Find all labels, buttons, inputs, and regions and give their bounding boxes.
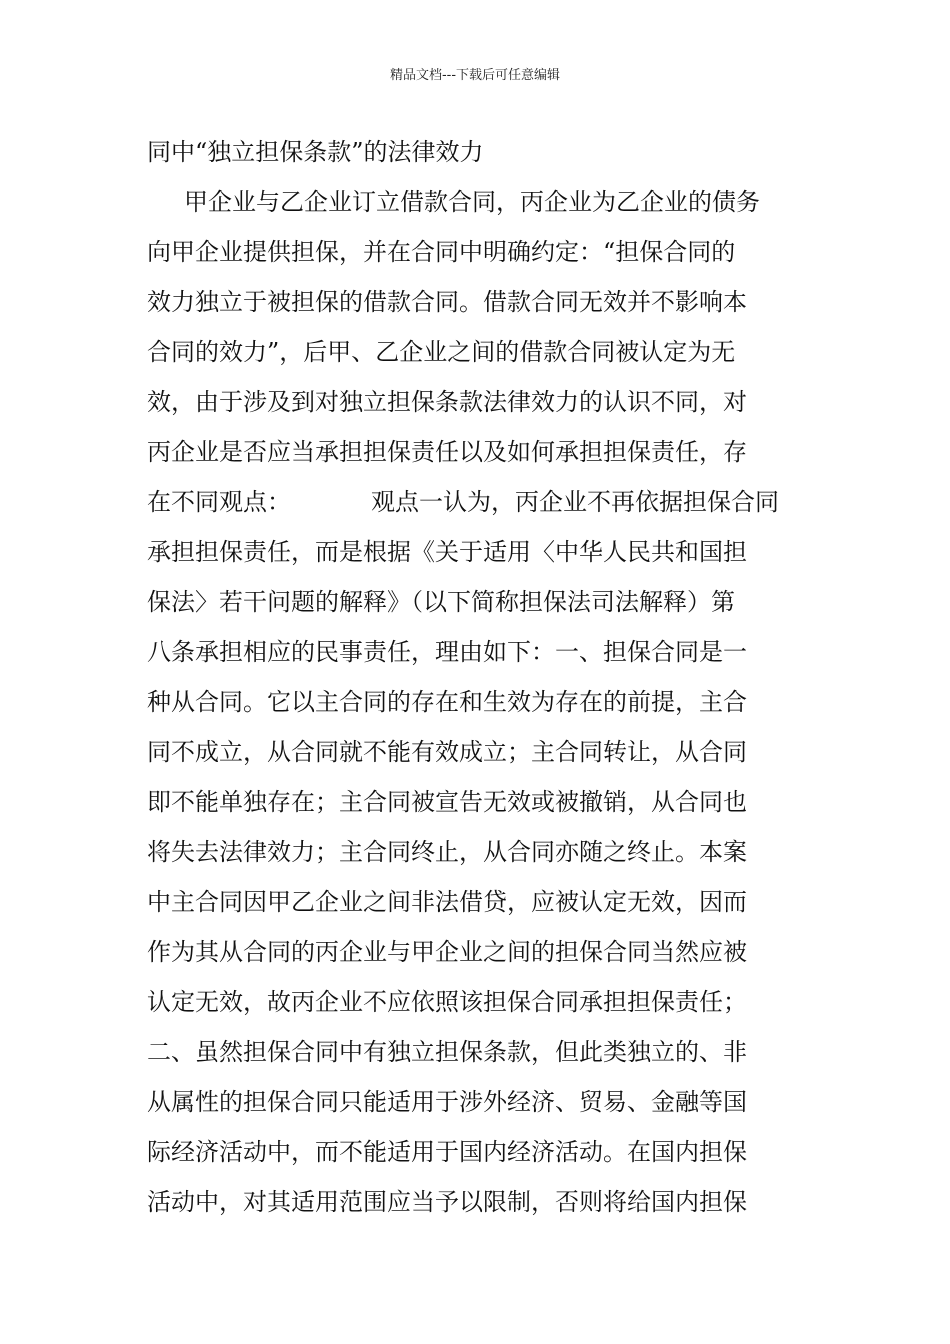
section-heading: 同中“独立担保条款”的法律效力: [147, 138, 484, 166]
paragraph-line: 二、虽然担保合同中有独立担保条款，但此类独立的、非: [147, 1038, 747, 1066]
paragraph-line: 活动中，对其适用范围应当予以限制，否则将给国内担保: [147, 1188, 747, 1216]
page-header: 精品文档---下载后可任意编辑: [389, 68, 561, 83]
paragraph-line: 认定无效，故丙企业不应依照该担保合同承担担保责任；: [147, 988, 747, 1016]
line-segment: 观点一认为，丙企业不再依据担保合同: [371, 488, 779, 516]
paragraph-line: 从属性的担保合同只能适用于涉外经济、贸易、金融等国: [147, 1088, 747, 1116]
paragraph-line: 作为其从合同的丙企业与甲企业之间的担保合同当然应被: [147, 938, 747, 966]
paragraph-line: [147, 477, 807, 527]
paragraph-line: 同不成立，从合同就不能有效成立；主合同转让，从合同: [147, 738, 747, 766]
paragraph-line: 将失去法律效力；主合同终止，从合同亦随之终止。本案: [147, 838, 747, 866]
paragraph-line: 中主合同因甲乙企业之间非法借贷，应被认定无效，因而: [147, 888, 747, 916]
line-segment: 在不同观点：: [147, 488, 291, 516]
paragraph-line: 种从合同。它以主合同的存在和生效为存在的前提，主合: [147, 688, 747, 716]
paragraph-line: 甲企业与乙企业订立借款合同，丙企业为乙企业的债务: [184, 188, 760, 216]
paragraph-line: 即不能单独存在；主合同被宣告无效或被撤销，从合同也: [147, 788, 747, 816]
document-body: [147, 127, 807, 1227]
paragraph-line: 际经济活动中，而不能适用于国内经济活动。在国内担保: [147, 1138, 747, 1166]
paragraph-line: 效力独立于被担保的借款合同。借款合同无效并不影响本: [147, 288, 747, 316]
paragraph-line: 八条承担相应的民事责任，理由如下：一、担保合同是一: [147, 638, 747, 666]
paragraph-line: 向甲企业提供担保，并在合同中明确约定：“担保合同的: [147, 238, 736, 266]
paragraph-line: 保法〉若干问题的解释》（以下简称担保法司法解释）第: [147, 588, 735, 616]
paragraph-line: 丙企业是否应当承担担保责任以及如何承担担保责任，存: [147, 438, 747, 466]
paragraph-line: 合同的效力”，后甲、乙企业之间的借款合同被认定为无: [147, 338, 736, 366]
paragraph-line: 承担担保责任，而是根据《关于适用〈中华人民共和国担: [147, 538, 747, 566]
paragraph-line: 效，由于涉及到对独立担保条款法律效力的认识不同，对: [147, 388, 747, 416]
